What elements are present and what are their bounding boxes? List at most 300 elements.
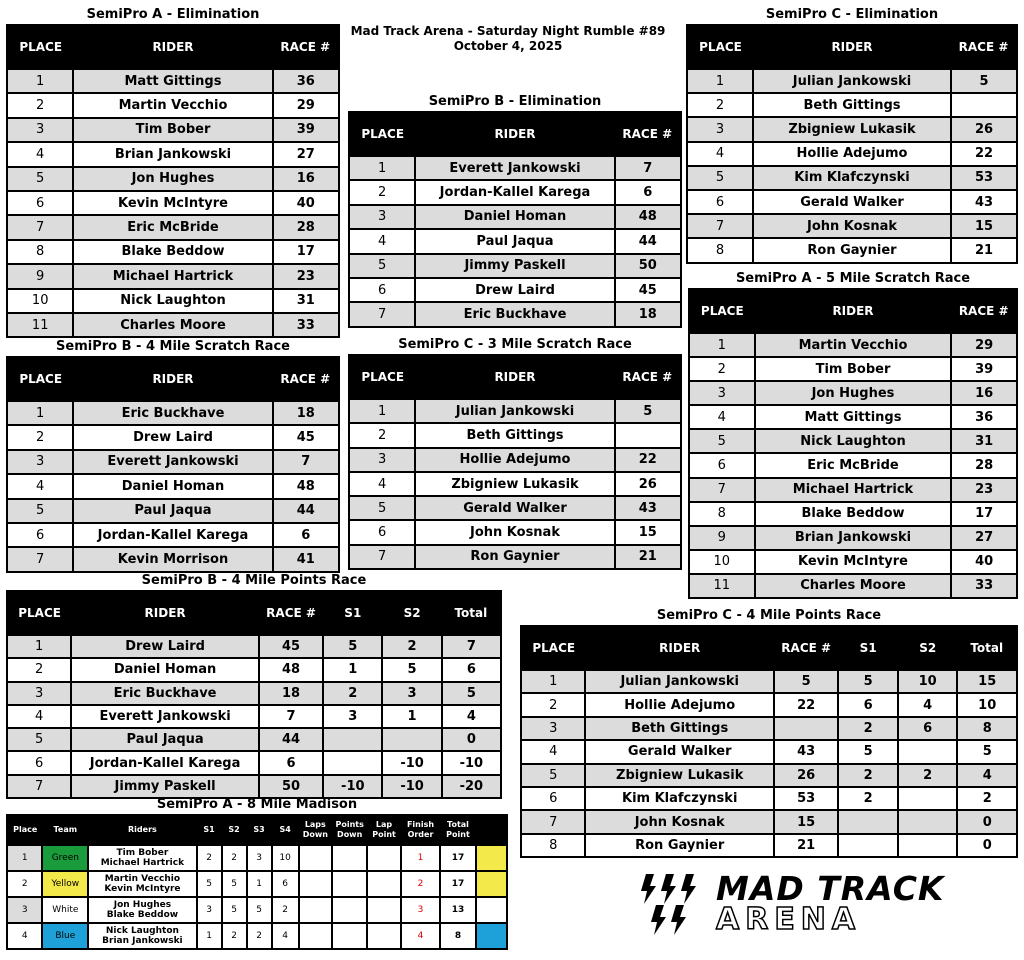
race-number-cell: 29	[951, 333, 1017, 357]
rider-cell: Daniel Homan	[71, 658, 259, 681]
place-cell: 5	[7, 167, 73, 191]
laps-down-cell	[299, 871, 332, 897]
table-row	[7, 705, 501, 728]
race-number-cell: 36	[951, 405, 1017, 429]
race-number-cell: 43	[774, 740, 838, 763]
s2-cell: 4	[898, 693, 958, 716]
place-cell: 6	[689, 453, 755, 477]
race-number-cell: 48	[259, 658, 323, 681]
race-number-cell: 18	[259, 682, 323, 705]
laps-down-cell	[299, 845, 332, 871]
column-header-race: RACE #	[615, 112, 681, 156]
total-cell: 0	[442, 728, 501, 751]
place-cell: 1	[349, 399, 415, 423]
s1-cell	[838, 834, 898, 857]
race-number-cell: 6	[259, 751, 323, 774]
table-row	[349, 278, 681, 302]
place-cell: 7	[349, 545, 415, 569]
table-row	[7, 401, 339, 425]
total-cell: 7	[442, 635, 501, 658]
s2-cell: 2	[222, 923, 247, 949]
table-row	[7, 450, 339, 474]
table-row	[7, 658, 501, 681]
rider-name: Michael Hartrick	[100, 858, 185, 868]
table-row	[7, 728, 501, 751]
rider-cell: Ron Gaynier	[415, 545, 614, 569]
table-row	[7, 499, 339, 523]
team-cell: Blue	[42, 923, 88, 949]
rider-cell: Martin Vecchio	[755, 333, 952, 357]
race-number-cell: 39	[273, 118, 339, 142]
s2-cell: 2	[382, 635, 441, 658]
table-row	[689, 502, 1017, 526]
lap-point-cell	[367, 923, 400, 949]
logo-line-1: MAD TRACK	[716, 869, 945, 908]
table-row	[7, 425, 339, 449]
race-number-cell: 17	[951, 502, 1017, 526]
table-semipro-b-points	[6, 574, 502, 799]
table-row	[687, 142, 1017, 166]
s1-cell: 5	[838, 670, 898, 693]
table-title: SemiPro B - Elimination	[428, 94, 602, 109]
place-cell: 4	[7, 705, 71, 728]
column-header-place: PLACE	[349, 355, 415, 399]
place-cell: 9	[689, 526, 755, 550]
table-row	[521, 787, 1017, 810]
race-number-cell: 23	[951, 478, 1017, 502]
rider-name: Nick Laughton	[105, 926, 179, 936]
race-number-cell: 5	[615, 399, 681, 423]
race-number-cell: 6	[273, 523, 339, 547]
race-number-cell: 39	[951, 357, 1017, 381]
table-row	[349, 472, 681, 496]
rider-cell: Eric Buckhave	[73, 401, 272, 425]
race-number-cell: 53	[951, 166, 1017, 190]
table-row	[7, 751, 501, 774]
s2-cell	[898, 810, 958, 833]
column-header-rider: RIDER	[753, 25, 951, 69]
rider-cell: Julian Jankowski	[753, 69, 951, 93]
rider-name: Brian Jankowski	[102, 936, 183, 946]
place-cell: 7	[349, 302, 415, 326]
s2-cell: 5	[382, 658, 441, 681]
s1-cell: 1	[323, 658, 382, 681]
rider-cell: Nick Laughton	[755, 429, 952, 453]
race-number-cell: 31	[273, 289, 339, 313]
race-number-cell: 7	[273, 450, 339, 474]
madison-row	[7, 923, 507, 949]
race-number-cell: 22	[615, 448, 681, 472]
s1-cell: 2	[197, 845, 222, 871]
mad-track-arena-logo	[638, 869, 945, 938]
place-cell: 4	[687, 142, 753, 166]
rider-cell: Zbigniew Lukasik	[753, 117, 951, 141]
s2-cell: 3	[382, 682, 441, 705]
race-number-cell: 15	[951, 214, 1017, 238]
race-number-cell: 21	[774, 834, 838, 857]
column-header-rider: RIDER	[73, 357, 272, 401]
column-header-rider: RIDER	[415, 355, 614, 399]
rider-cell: Tim Bober	[73, 118, 272, 142]
race-number-cell: 33	[951, 574, 1017, 598]
rider-cell: Jon Hughes	[73, 167, 272, 191]
table-row	[349, 205, 681, 229]
table-row	[7, 191, 339, 215]
column-header-place: PLACE	[689, 289, 755, 333]
table-row	[7, 118, 339, 142]
team-color-swatch	[476, 845, 507, 871]
table-title: SemiPro B - 4 Mile Scratch Race	[56, 339, 290, 354]
race-number-cell: 28	[951, 453, 1017, 477]
s4-cell: 10	[272, 845, 299, 871]
rider-cell: Brian Jankowski	[755, 526, 952, 550]
table-row	[7, 635, 501, 658]
race-number-cell: 50	[615, 254, 681, 278]
rider-cell: Matt Gittings	[755, 405, 952, 429]
race-number-cell: 27	[951, 526, 1017, 550]
rider-cell: Drew Laird	[71, 635, 259, 658]
table-row	[349, 448, 681, 472]
s3-cell: 3	[247, 845, 272, 871]
s2-cell	[898, 740, 958, 763]
team-color-swatch	[476, 923, 507, 949]
column-header-rider: RIDER	[71, 591, 259, 635]
place-cell: 5	[521, 764, 585, 787]
place-cell: 9	[7, 264, 73, 288]
race-number-cell: 31	[951, 429, 1017, 453]
rider-cell: Paul Jaqua	[415, 229, 614, 253]
s2-cell: 1	[382, 705, 441, 728]
place-cell: 10	[7, 289, 73, 313]
place-cell: 1	[349, 156, 415, 180]
s1-cell	[323, 751, 382, 774]
rider-cell: Martin Vecchio	[73, 93, 272, 117]
rider-cell: Paul Jaqua	[73, 499, 272, 523]
table-row	[689, 429, 1017, 453]
lap-point-cell	[367, 871, 400, 897]
rider-cell: Jimmy Paskell	[415, 254, 614, 278]
place-cell: 6	[7, 191, 73, 215]
rider-cell: Daniel Homan	[73, 474, 272, 498]
points-down-cell	[332, 845, 367, 871]
race-number-cell: 33	[273, 313, 339, 337]
table-row	[689, 357, 1017, 381]
table-row	[689, 453, 1017, 477]
place-cell: 7	[7, 775, 71, 798]
place-cell: 2	[7, 425, 73, 449]
table-row	[687, 166, 1017, 190]
results-table	[688, 288, 1018, 599]
total-cell: 15	[957, 670, 1017, 693]
total-cell: 4	[957, 764, 1017, 787]
madison-header-laps-down: Laps Down	[299, 815, 332, 845]
s2-cell: 2	[222, 845, 247, 871]
table-title: SemiPro A - Elimination	[86, 7, 260, 22]
s2-cell: 10	[898, 670, 958, 693]
table-title: SemiPro C - 4 Mile Points Race	[656, 608, 882, 623]
rider-cell: Ron Gaynier	[753, 238, 951, 262]
table-row	[349, 254, 681, 278]
place-cell: 5	[349, 254, 415, 278]
race-number-cell: 40	[951, 550, 1017, 574]
place-cell: 1	[687, 69, 753, 93]
table-row	[349, 156, 681, 180]
results-table	[686, 24, 1018, 264]
results-table	[348, 111, 682, 328]
place-cell: 7	[687, 214, 753, 238]
place-cell: 10	[689, 550, 755, 574]
total-cell: -10	[442, 751, 501, 774]
table-row	[7, 289, 339, 313]
table-row	[7, 264, 339, 288]
column-header-place: PLACE	[687, 25, 753, 69]
rider-cell: Daniel Homan	[415, 205, 614, 229]
column-header-race: RACE #	[615, 355, 681, 399]
lap-point-cell	[367, 845, 400, 871]
race-number-cell: 44	[273, 499, 339, 523]
race-number-cell: 6	[615, 180, 681, 204]
column-header-rider: RIDER	[73, 25, 272, 69]
total-cell: 5	[957, 740, 1017, 763]
s2-cell: 6	[898, 717, 958, 740]
rider-cell: Tim Bober	[755, 357, 952, 381]
column-header-place: PLACE	[521, 626, 585, 670]
column-header-place: PLACE	[7, 25, 73, 69]
table-row	[7, 523, 339, 547]
rider-name: Martin Vecchio	[104, 874, 181, 884]
race-number-cell: 36	[273, 69, 339, 93]
race-number-cell: 44	[259, 728, 323, 751]
table-row	[687, 93, 1017, 117]
rider-cell: Ron Gaynier	[585, 834, 773, 857]
rider-cell: Jordan-Kallel Karega	[415, 180, 614, 204]
place-cell: 11	[7, 313, 73, 337]
table-row	[7, 547, 339, 571]
s1-cell: 5	[197, 871, 222, 897]
place-cell: 5	[349, 496, 415, 520]
place-cell: 6	[7, 751, 71, 774]
column-header-s1: S1	[838, 626, 898, 670]
finish-order-cell: 2	[401, 871, 441, 897]
madison-row	[7, 871, 507, 897]
place-cell: 1	[7, 401, 73, 425]
s1-cell: 2	[838, 764, 898, 787]
place-cell: 6	[349, 278, 415, 302]
s1-cell	[323, 728, 382, 751]
s2-cell	[898, 834, 958, 857]
madison-header-total-point: Total Point	[440, 815, 475, 845]
table-row	[687, 190, 1017, 214]
madison-header-place: Place	[7, 815, 42, 845]
place-cell: 8	[521, 834, 585, 857]
race-number-cell: 26	[951, 117, 1017, 141]
place-cell: 2	[7, 658, 71, 681]
place-cell: 1	[521, 670, 585, 693]
race-number-cell: 21	[951, 238, 1017, 262]
s2-cell: -10	[382, 775, 441, 798]
rider-cell: Charles Moore	[755, 574, 952, 598]
race-number-cell: 41	[273, 547, 339, 571]
rider-cell: Eric McBride	[755, 453, 952, 477]
place-cell: 2	[687, 93, 753, 117]
s2-cell: 5	[222, 871, 247, 897]
race-number-cell: 45	[259, 635, 323, 658]
table-row	[7, 93, 339, 117]
place-cell: 11	[689, 574, 755, 598]
madison-header-riders: Riders	[88, 815, 196, 845]
rider-cell: Julian Jankowski	[585, 670, 773, 693]
s1-cell: 2	[838, 787, 898, 810]
place-cell: 4	[349, 229, 415, 253]
madison-header-swatch	[476, 815, 507, 845]
table-row	[689, 405, 1017, 429]
team-cell: White	[42, 897, 88, 923]
table-row	[521, 717, 1017, 740]
results-table	[6, 24, 340, 338]
column-header-race: RACE #	[951, 289, 1017, 333]
table-row	[689, 574, 1017, 598]
race-number-cell: 16	[951, 381, 1017, 405]
race-number-cell: 44	[615, 229, 681, 253]
race-number-cell: 45	[273, 425, 339, 449]
s4-cell: 6	[272, 871, 299, 897]
event-title: Mad Track Arena - Saturday Night Rumble #89	[350, 24, 666, 38]
table-row	[7, 474, 339, 498]
rider-cell: Beth Gittings	[415, 423, 614, 447]
table-row	[7, 313, 339, 337]
race-number-cell: 43	[615, 496, 681, 520]
results-table	[6, 356, 340, 573]
total-cell: 4	[442, 705, 501, 728]
table-row	[7, 142, 339, 166]
place-cell: 8	[689, 502, 755, 526]
place-cell: 2	[349, 423, 415, 447]
rider-cell: Eric Buckhave	[71, 682, 259, 705]
race-number-cell: 16	[273, 167, 339, 191]
race-number-cell: 40	[273, 191, 339, 215]
s1-cell: 2	[838, 717, 898, 740]
table-row	[521, 764, 1017, 787]
total-cell: 0	[957, 834, 1017, 857]
finish-order-cell: 4	[401, 923, 441, 949]
table-title: SemiPro C - 3 Mile Scratch Race	[398, 337, 632, 352]
madison-header-s3: S3	[247, 815, 272, 845]
place-cell: 7	[521, 810, 585, 833]
s2-cell	[382, 728, 441, 751]
riders-cell	[88, 897, 196, 923]
column-header-total: Total	[957, 626, 1017, 670]
rider-cell: Kevin McIntyre	[73, 191, 272, 215]
rider-cell: Drew Laird	[415, 278, 614, 302]
place-cell: 7	[7, 215, 73, 239]
rider-cell: John Kosnak	[753, 214, 951, 238]
rider-cell: Michael Hartrick	[755, 478, 952, 502]
rider-cell: Hollie Adejumo	[415, 448, 614, 472]
table-row	[7, 167, 339, 191]
race-number-cell: 22	[774, 693, 838, 716]
s2-cell: -10	[382, 751, 441, 774]
rider-cell: Hollie Adejumo	[585, 693, 773, 716]
rider-cell: Beth Gittings	[585, 717, 773, 740]
total-cell: 8	[957, 717, 1017, 740]
s2-cell: 5	[222, 897, 247, 923]
table-row	[521, 834, 1017, 857]
rider-cell: Nick Laughton	[73, 289, 272, 313]
riders-cell	[88, 923, 196, 949]
table-row	[687, 69, 1017, 93]
table-row	[687, 117, 1017, 141]
madison-header-s4: S4	[272, 815, 299, 845]
place-cell: 3	[687, 117, 753, 141]
s1-cell: 1	[197, 923, 222, 949]
table-semipro-c-elimination	[686, 8, 1018, 264]
column-header-s2: S2	[898, 626, 958, 670]
rider-cell: Charles Moore	[73, 313, 272, 337]
table-title: SemiPro A - 5 Mile Scratch Race	[735, 271, 971, 286]
table-row	[689, 333, 1017, 357]
place-cell: 3	[349, 448, 415, 472]
race-number-cell: 29	[273, 93, 339, 117]
place-cell: 1	[7, 69, 73, 93]
rider-cell: Zbigniew Lukasik	[585, 764, 773, 787]
table-row	[349, 302, 681, 326]
table-row	[349, 423, 681, 447]
rider-cell: Zbigniew Lukasik	[415, 472, 614, 496]
laps-down-cell	[299, 897, 332, 923]
team-color-swatch	[476, 897, 507, 923]
place-cell: 2	[7, 93, 73, 117]
table-row	[521, 810, 1017, 833]
place-cell: 8	[687, 238, 753, 262]
madison-row	[7, 897, 507, 923]
madison-table	[6, 814, 508, 950]
s4-cell: 2	[272, 897, 299, 923]
team-color-swatch	[476, 871, 507, 897]
place-cell: 3	[7, 118, 73, 142]
s1-cell: 6	[838, 693, 898, 716]
race-number-cell: 15	[774, 810, 838, 833]
total-point-cell: 13	[440, 897, 475, 923]
table-row	[687, 238, 1017, 262]
s1-cell	[838, 810, 898, 833]
table-row	[7, 69, 339, 93]
rider-name: Blake Beddow	[106, 910, 179, 920]
rider-name: Kevin McIntyre	[104, 884, 181, 894]
rider-cell: Brian Jankowski	[73, 142, 272, 166]
column-header-race: RACE #	[951, 25, 1017, 69]
table-row	[689, 381, 1017, 405]
rider-cell: Drew Laird	[73, 425, 272, 449]
rider-cell: Gerald Walker	[585, 740, 773, 763]
column-header-race: RACE #	[273, 357, 339, 401]
results-table	[348, 354, 682, 570]
table-row	[349, 399, 681, 423]
place-cell: 2	[7, 871, 42, 897]
table-semipro-b-scratch	[6, 340, 340, 573]
table-semipro-c-points	[520, 609, 1018, 858]
place-cell: 5	[689, 429, 755, 453]
column-header-total: Total	[442, 591, 501, 635]
s1-cell: 5	[323, 635, 382, 658]
rider-cell: Blake Beddow	[755, 502, 952, 526]
s3-cell: 1	[247, 871, 272, 897]
table-semipro-a-madison	[6, 798, 508, 950]
race-number-cell	[951, 93, 1017, 117]
place-cell: 4	[521, 740, 585, 763]
table-row	[7, 240, 339, 264]
s2-cell: 2	[898, 764, 958, 787]
total-point-cell: 17	[440, 871, 475, 897]
